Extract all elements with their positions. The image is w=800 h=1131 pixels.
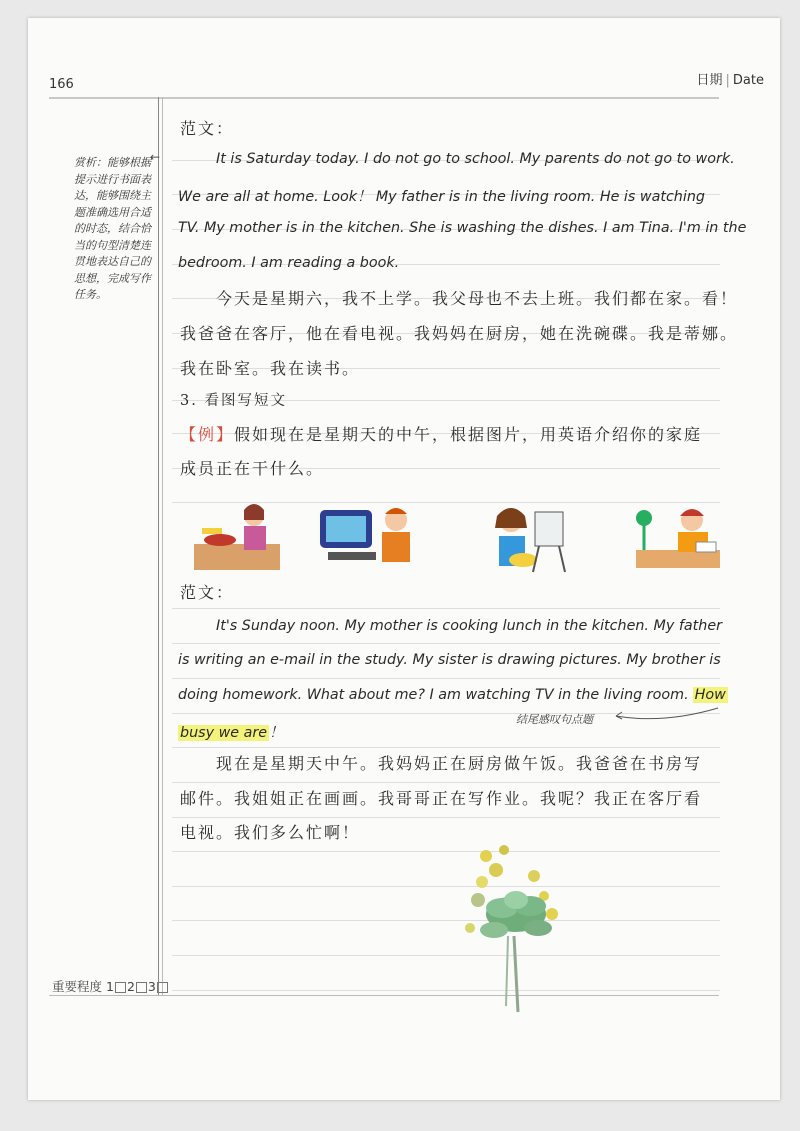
desk-icon (636, 550, 720, 568)
translation1-line: 我爸爸在客厅，他在看电视。我妈妈在厨房，她在洗碗碟。我是蒂娜。 (180, 324, 739, 343)
essay1-line: We are all at home. Look！ My father is in the living room. He is watching (178, 189, 705, 205)
essay1-line: TV. My mother is in the kitchen. She is washing the dishes. I am Tina. I'm in the (178, 220, 747, 236)
ruled-line (172, 990, 720, 991)
ruled-line (172, 817, 720, 818)
father-body (382, 532, 410, 562)
essay2-line: is writing an e-mail in the study. My sister is drawing pictures. My brother is (178, 652, 721, 668)
ending-annotation: 结尾感叹句点题 (516, 713, 593, 726)
book-icon (696, 542, 716, 552)
level-3: 3 (147, 979, 156, 994)
margin-line (158, 97, 159, 995)
brother-homework-picture (630, 502, 726, 572)
essay2-line: doing homework. What about me? I am watching TV in the living room. (178, 687, 689, 703)
kitchen-counter (194, 544, 280, 570)
prompt-line1: 假如现在是星期天的中午，根据图片，用英语介绍你的家庭 (234, 425, 703, 444)
succulent-bouquet-illustration (448, 836, 578, 1016)
ruled-line (172, 608, 720, 609)
translation2-line: 电视。我们多么忙啊！ (180, 823, 361, 842)
importance-label: 重要程度 (52, 979, 103, 994)
father-computer-picture (316, 502, 422, 572)
palette-icon (509, 553, 537, 567)
mother-body (244, 526, 266, 550)
keyboard-icon (328, 552, 376, 560)
easel-icon (535, 512, 563, 546)
checkbox-2[interactable] (136, 982, 147, 993)
example-prompt (180, 422, 702, 445)
ruled-line (172, 920, 720, 921)
ruled-line (172, 955, 720, 956)
margin-line-inner (162, 97, 163, 995)
essay1-line: It is Saturday today. I do not go to school. My parents do not go to work. (216, 151, 735, 167)
ruled-line (172, 886, 720, 887)
ruled-line (172, 643, 720, 644)
checkbox-1[interactable] (115, 982, 126, 993)
mother-cooking-picture (192, 500, 284, 572)
translation1-line: 今天是星期六，我不上学。我父母也不去上班。我们都在家。看！ (216, 289, 739, 308)
ruled-line (172, 678, 720, 679)
date-label-cn: 日期 (696, 73, 723, 88)
highlight-busy: busy we are (180, 725, 268, 741)
ruled-line (172, 747, 720, 748)
arrow-left-icon: ← (150, 150, 161, 164)
essay2-line: It's Sunday noon. My mother is cooking lunch in the kitchen. My father (216, 618, 722, 634)
lamp-icon (636, 510, 652, 526)
ending-punct: ！ (269, 725, 284, 741)
header-rule (49, 97, 719, 99)
essay1-line: bedroom. I am reading a book. (178, 255, 400, 271)
date-label-en: Date (732, 73, 764, 88)
side-note: 赏析：能够根据提示进行书面表达，能够围绕主题准确选用合适的时态，结合恰当的句型清楚连贯地表达自己的思想，完成写作任务。 (74, 156, 151, 301)
translation2-line: 邮件。我姐姐正在画画。我哥哥正在写作业。我呢？我正在客厅看 (180, 789, 703, 808)
level-1: 1 (106, 979, 114, 994)
section3-heading: 范文： (180, 583, 235, 602)
essay2-ending (178, 722, 283, 742)
ruled-line (172, 851, 720, 852)
level-2: 2 (126, 979, 135, 994)
sister-drawing-picture (483, 502, 569, 574)
importance-rating (52, 977, 169, 995)
prompt-line2: 成员正在干什么。 (180, 459, 325, 478)
essay2-line-last (178, 687, 728, 703)
date-label: 日期 | Date (696, 73, 764, 88)
translation2-line: 现在是星期天中午。我妈妈正在厨房做午饭。我爸爸在书房写 (216, 754, 703, 773)
footer-rule (49, 995, 719, 996)
highlight-how: How (694, 687, 726, 703)
page-number: 166 (49, 77, 74, 92)
arrow-annotation-icon (614, 706, 724, 724)
translation1-line: 我在卧室。我在读书。 (180, 359, 361, 378)
checkbox-3[interactable] (157, 982, 168, 993)
section3-title: 3. 看图写短文 (180, 393, 287, 409)
ruled-line (172, 782, 720, 783)
pan-icon (204, 534, 236, 546)
section1-heading: 范文： (180, 119, 235, 138)
example-tag: 【例】 (180, 425, 235, 444)
